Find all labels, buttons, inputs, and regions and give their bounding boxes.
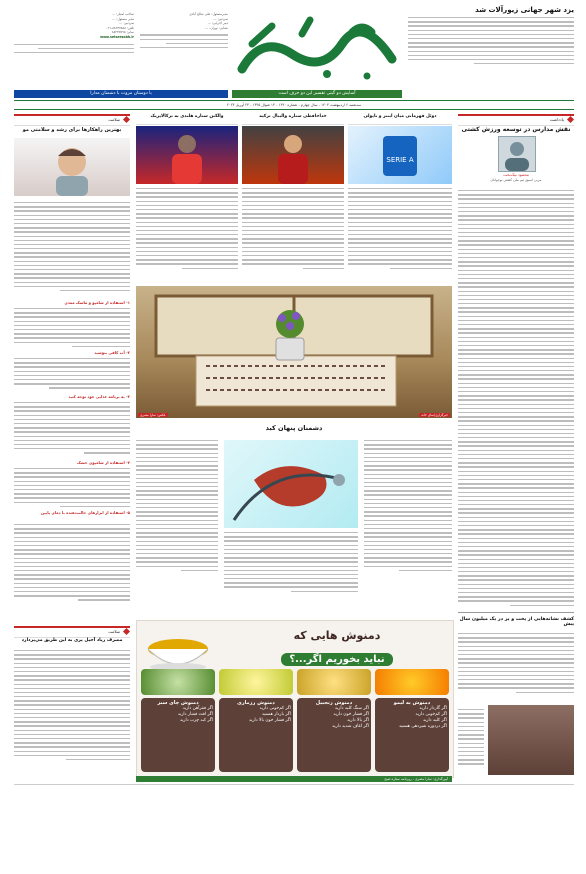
masthead-logo[interactable] [232,14,402,86]
author-photo [498,136,536,172]
subhead: ۱- استفاده از شامپو و ماسک مغذی [64,300,130,305]
section-header [458,114,574,126]
teacup-icon [143,627,213,671]
sport-photo [136,126,238,184]
photo-caption-2: خبرگزاری/نمای خانه [421,413,448,417]
slogan2-strip [14,90,228,98]
dateline-bar [14,100,574,110]
left-column [14,114,130,624]
subhead: ۵- استفاده از ابزارهای حالت‌دهنده با دمای پایین [40,510,130,515]
ad-card-item: اگر گازدار دارید [419,706,447,711]
liver-photo [224,440,358,528]
ad-title-1: دمنوش هایی که [293,629,381,642]
left-body-2 [14,308,130,350]
left-body-1 [14,202,130,294]
right-column [458,114,574,612]
ad-card [219,669,293,769]
top-news [408,6,574,98]
ad-card-photo [375,669,449,695]
sport-article-2 [242,114,344,282]
left-lower-box [14,626,130,776]
sport-article-3 [348,114,452,282]
bottom-rule [14,784,574,785]
info-line: تلفن: ۸۸۲۳۷۸۵۸-۰۲۱ [105,25,134,30]
masthead [0,0,586,105]
website-link[interactable]: www.setaresobh.ir [100,34,134,39]
section-header [14,626,130,638]
sport-title[interactable]: خداحافظی ستاره والیبال ترکیه [242,114,344,125]
liver-stethoscope-icon [224,440,358,528]
pottery-title[interactable]: کشف نشانه‌هایی از پخت و پز در یک میلیون سال پیش [459,617,574,627]
jersey-icon [348,126,452,184]
tea-ad [136,620,454,778]
ad-card-item: اگر کلیه دارید [422,718,447,723]
ad-card-item: اگر کم‌خونی دارید [259,706,291,711]
masthead-left-info [14,12,134,97]
pottery-body [458,633,574,696]
info-line: سردبیر: ... [119,21,134,26]
hair-photo [14,138,130,196]
feature-photo [136,286,452,418]
left-body-6 [14,524,130,604]
ad-card-photo [297,669,371,695]
left-article-title[interactable]: بهترین راهکارها برای رشد و سلامتی مو [22,127,122,133]
section-header [14,114,130,126]
sport-article-1 [136,114,238,282]
ad-card-item: اگر اغاف شدید دارید [332,724,369,729]
info-line: صاحب امتیاز: ... [112,12,134,16]
ad-card-body [141,698,215,772]
section-icon [567,116,574,123]
subhead: ۴- استفاده از شامپوی خشک [76,460,130,465]
author-name: محمود نیک‌بخت [503,172,529,177]
liver-col-left [136,440,218,574]
liver-title[interactable]: دشمنان پنهان کبد [265,424,323,432]
ad-card-title: دمنوش زنجبیل [315,700,353,706]
liver-article [136,424,452,616]
ad-card-item: اگر افت فشار دارید [177,712,213,717]
sport-body [348,188,452,272]
left-body-3 [14,358,130,392]
section-icon [123,628,130,635]
right-article-title[interactable]: نقش مدارس در توسعه ورزش کشتی [461,126,571,133]
masthead-mid-info [140,12,228,97]
top-news-title[interactable]: یزد شهر جهانی زیورآلات شد [475,6,574,14]
ad-card-item: اگر بالا دارید [347,718,369,723]
sport-title[interactable]: دوئل قهرمانی میان اینتر و ناپولی [348,114,452,125]
ad-card-item: اگر فقرآهن دارید [182,706,213,711]
info-line: نمابر: ۸۸۲۳۵۷۹۵ [111,30,134,35]
left-lower-title[interactable]: مصرف زیاد آجیل پزی به این طریق می‌پردازد [21,638,123,643]
section-icon [123,116,130,123]
ad-card-item: اگر سنگ کلیه دارید [334,706,369,711]
ad-card-body [297,698,371,772]
person-icon [499,137,535,171]
pottery-box [458,612,574,777]
dateline-text: سه‌شنبه ۶ اردیبهشت ۱۴۰۳ - سال چهارم - شماره ۱۲۹۰ - ۱۴ شوال ۱۴۴۵ - ۲۳ آوریل ۲۰۲۴ [226,103,362,107]
slogan-text: آسایش دو گیتی تفسیر این دو حرف است [278,91,356,96]
pottery-body-2 [458,709,484,768]
info-line: سردبیر: ... [213,16,228,21]
ad-card-title: دمنوش چای سبز [157,700,199,706]
ad-card-item: اگر باردار هستید [261,712,291,717]
author-role: مربی اسبق تیم ملی کشتی نوجوانان [490,178,542,182]
sport-photo [242,126,344,184]
logo-icon [232,14,402,86]
ad-footer-text: آیین‌گذاری: سارا مصری - روزنامه ستاره صبح [384,777,448,781]
sport-body [242,188,344,272]
info-line: مدیر مسئول: ... [112,16,134,21]
liver-col-mid [224,532,358,595]
slogan-strip [232,90,402,98]
right-article-body [458,190,574,609]
ad-card-item: اگر فشار خون بالا دارید [249,718,291,723]
sport-body [136,188,238,272]
ad-card-title: دمنوش رزماری [237,700,275,706]
pottery-photo [488,705,574,775]
window-flower-illustration [136,286,452,418]
ad-card-title: دمنوش به لیمو [393,700,431,706]
left-lower-body [14,650,130,763]
section-label: سلامت [108,629,120,634]
ad-card-item: اگر فشار خون دارید [333,712,369,717]
svg-text:SERIE A: SERIE A [386,156,414,164]
ad-card [375,669,449,769]
info-line: نشانی: تهران، ... [205,25,228,30]
subhead: ۲- آب کافی بنوشید [94,350,130,355]
player-icon [136,126,238,184]
photo-caption: عکس: سارا مصری [140,413,166,417]
ad-card-item: اگر دردوره شیردهی هستید [399,724,447,729]
ad-card-item: اگر کم‌خونی دارید [415,712,447,717]
ad-card [141,669,215,769]
slogan2-text: با دوستان مروت با دشمنان مدارا [90,91,152,96]
ad-card-photo [141,669,215,695]
sport-row [136,114,452,282]
logo-text [232,72,402,73]
ad-card-body [375,698,449,772]
ad-card [297,669,371,769]
sport-photo [348,126,452,184]
liver-col-right [364,440,452,574]
section-label: سلامت [108,117,120,122]
ad-teacup [143,627,213,671]
sport-title[interactable]: والکتن ستاره هلندی به ترکالاپزیک [136,114,238,125]
left-body-4 [14,402,130,456]
ad-title-2 [227,647,447,666]
ad-title-2-text: نباید بخوریم اگر...؟ [281,653,392,666]
ad-card-photo [219,669,293,695]
subhead: ۳- به برنامه غذایی خود توجه کنید [68,394,130,399]
left-body-5 [14,468,130,510]
info-line: دبیر اجرایی: ... [207,21,228,26]
player-icon [242,126,344,184]
ad-card-body [219,698,293,772]
ad-card-item: اگر کبد چرب دارید [179,718,213,723]
ad-footer [136,776,452,782]
section-label: یادداشت [549,117,564,122]
info-line: مدیرمسئول: علی صالح آبادی [189,12,228,16]
person-hair-icon [14,138,130,196]
